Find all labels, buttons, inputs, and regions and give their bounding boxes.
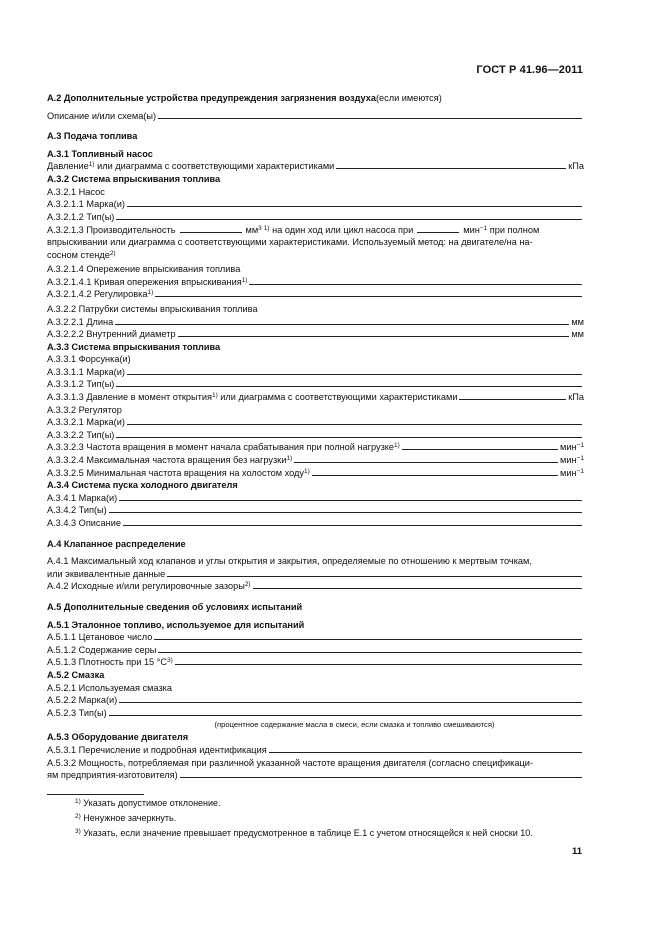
subsection-a32-title: А.3.2 Система впрыскивания топлива bbox=[47, 173, 221, 184]
field-a3322[interactable] bbox=[116, 437, 582, 438]
row-a512 bbox=[47, 644, 584, 657]
field-a342[interactable] bbox=[109, 512, 582, 513]
row-a32142 bbox=[47, 288, 584, 301]
footnote-1: $^{1)}$ Указать допустимое отклонение. bbox=[75, 798, 221, 808]
row-a331 bbox=[47, 353, 584, 366]
subsection-a51-heading bbox=[47, 619, 584, 632]
subsection-a52-heading bbox=[47, 669, 584, 682]
row-a523 bbox=[47, 707, 584, 720]
label-a32142: А.3.2.1.4.2 Регулировка$^{1)}$ bbox=[47, 289, 154, 300]
row-a32141 bbox=[47, 276, 584, 289]
document-code: ГОСТ Р 41.96—2011 bbox=[476, 64, 583, 76]
footnote-3: $^{3)}$ Указать, если значение превышает предусмотренное в таблице Е.1 с учетом относящейся к ней сноски 10. bbox=[75, 828, 533, 838]
label-a31-pressure: Давление$^{1)}$ или диаграмма с соответствующими характеристиками bbox=[47, 161, 335, 172]
label-a3313: А.3.3.1.3 Давление в момент открытия$^{1)}$ или диаграмма с соответствующими характеристиками bbox=[47, 392, 458, 403]
row-a322 bbox=[47, 303, 584, 316]
footnote-ref-2: 2) bbox=[109, 249, 116, 257]
label-a343: А.3.4.3 Описание bbox=[47, 518, 121, 528]
subsection-a32-heading bbox=[47, 173, 584, 186]
subsection-a33-title: А.3.3 Система впрыскивания топлива bbox=[47, 341, 221, 352]
label-a332: А.3.3.2 Регулятор bbox=[47, 404, 122, 415]
row-a3325 bbox=[47, 467, 584, 480]
label-a531: А.5.3.1 Перечисление и подробная идентификация bbox=[47, 744, 267, 755]
row-a31-pressure bbox=[47, 160, 584, 173]
field-a3311[interactable] bbox=[127, 374, 582, 375]
field-a511[interactable] bbox=[154, 639, 582, 640]
text-a3213-line3: сосном стенде$^{2)}$ bbox=[47, 249, 116, 260]
section-a4-heading bbox=[47, 538, 584, 551]
field-a3212[interactable] bbox=[116, 219, 582, 220]
field-a343[interactable] bbox=[123, 525, 582, 526]
label-a342: А.3.4.2 Тип(ы) bbox=[47, 505, 107, 516]
row-a532-line2 bbox=[47, 769, 584, 782]
row-a42 bbox=[47, 580, 584, 593]
row-a3211 bbox=[47, 198, 584, 211]
field-a3324[interactable] bbox=[294, 462, 558, 463]
section-a3-heading bbox=[47, 130, 584, 143]
row-a3213 bbox=[47, 223, 584, 236]
row-a3214 bbox=[47, 263, 584, 276]
field-a522[interactable] bbox=[119, 702, 582, 703]
page-number: 11 bbox=[571, 846, 582, 857]
field-a3313[interactable] bbox=[459, 399, 566, 400]
row-a3213-line2 bbox=[47, 236, 584, 249]
row-a41-line2 bbox=[47, 568, 584, 581]
field-a3211[interactable] bbox=[127, 206, 582, 207]
row-a2-description bbox=[47, 110, 584, 123]
row-a343 bbox=[47, 517, 584, 530]
field-a532[interactable] bbox=[180, 777, 582, 778]
field-a31-pressure[interactable] bbox=[336, 168, 566, 169]
field-a3213-speed[interactable] bbox=[417, 223, 459, 233]
label-a3212: А.3.2.1.2 Тип(ы) bbox=[47, 211, 115, 222]
field-a3213-capacity[interactable] bbox=[180, 223, 242, 233]
label-a3322: А.3.3.2.2 Тип(ы) bbox=[47, 429, 115, 440]
subsection-a52-title: А.5.2 Смазка bbox=[47, 669, 105, 680]
label-a3323: А.3.3.2.3 Частота вращения в момент начала срабатывания при полной нагрузке$^{1)}$ bbox=[47, 442, 400, 453]
row-a3212 bbox=[47, 211, 584, 224]
subsection-a34-heading bbox=[47, 479, 584, 492]
field-a32142[interactable] bbox=[155, 296, 582, 297]
text-a3213-line2: впрыскивании или диаграмма с соответствующими характеристиками. Используемый метод: на двигателе/на на- bbox=[47, 236, 533, 247]
row-a3221 bbox=[47, 316, 584, 329]
field-a42[interactable] bbox=[253, 588, 582, 589]
field-a531[interactable] bbox=[269, 752, 582, 753]
row-a342 bbox=[47, 504, 584, 517]
field-a3325[interactable] bbox=[312, 475, 558, 476]
label-a3222: А.3.2.2.2 Внутренний диаметр bbox=[47, 329, 176, 340]
note-a52-oil-content: (процентное содержание масла в смеси, если смазка и топливо смешиваются) bbox=[214, 720, 495, 730]
row-a41-line1 bbox=[47, 555, 584, 568]
row-a3324 bbox=[47, 454, 584, 467]
label-a3211: А.3.2.1.1 Марка(и) bbox=[47, 199, 125, 210]
row-a522 bbox=[47, 694, 584, 707]
footnote-2: $^{2)}$ Ненужное зачеркнуть. bbox=[75, 813, 177, 823]
row-a3311 bbox=[47, 366, 584, 379]
section-a3-title: А.3 Подача топлива bbox=[47, 131, 138, 142]
field-a523[interactable] bbox=[109, 715, 582, 716]
section-a2-heading bbox=[47, 92, 584, 105]
row-a3321 bbox=[47, 416, 584, 429]
field-a513[interactable] bbox=[175, 664, 582, 665]
label-a41-line2: или эквивалентные данные bbox=[47, 568, 166, 579]
subsection-a53-heading bbox=[47, 731, 584, 744]
label-a523: А.5.2.3 Тип(ы) bbox=[47, 707, 107, 718]
row-a532-line1 bbox=[47, 757, 584, 770]
form-content bbox=[47, 92, 584, 782]
label-a3325: А.3.3.2.5 Минимальная частота вращения на холостом ходу$^{1)}$ bbox=[47, 467, 310, 478]
label-a3221: А.3.2.2.1 Длина bbox=[47, 316, 114, 327]
label-a331: А.3.3.1 Форсунка(и) bbox=[47, 354, 131, 365]
row-a321 bbox=[47, 186, 584, 199]
field-a3321[interactable] bbox=[127, 424, 582, 425]
label-a511: А.5.1.1 Цетановое число bbox=[47, 632, 153, 643]
label-a3214: А.3.2.1.4 Опережение впрыскивания топлива bbox=[47, 264, 241, 275]
field-a341[interactable] bbox=[119, 500, 582, 501]
subsection-a34-title: А.3.4 Система пуска холодного двигателя bbox=[47, 480, 238, 491]
section-a5-heading bbox=[47, 601, 584, 614]
field-a41[interactable] bbox=[167, 576, 582, 577]
subsection-a53-title: А.5.3 Оборудование двигателя bbox=[47, 732, 189, 743]
text-a41-line1: А.4.1 Максимальный ход клапанов и углы открытия и закрытия, определяемые по отношению к мертвым точкам, bbox=[47, 556, 532, 567]
label-a3321: А.3.3.2.1 Марка(и) bbox=[47, 417, 125, 428]
field-a512[interactable] bbox=[158, 652, 582, 653]
row-a3313 bbox=[47, 391, 584, 404]
unit-kpa: кПа bbox=[568, 161, 584, 172]
footnote-ref-1: 1) bbox=[88, 161, 95, 169]
label-a341: А.3.4.1 Марка(и) bbox=[47, 492, 118, 503]
subsection-a33-heading bbox=[47, 341, 584, 354]
field-a3323[interactable] bbox=[402, 449, 558, 450]
section-a4-title: А.4 Клапанное распределение bbox=[47, 538, 186, 549]
unit-min: мин$^{-1}$ при полном bbox=[463, 225, 540, 236]
section-a5-title: А.5 Дополнительные сведения об условиях испытаний bbox=[47, 601, 303, 612]
label-a512: А.5.1.2 Содержание серы bbox=[47, 644, 157, 655]
subsection-a51-title: А.5.1 Эталонное топливо, используемое для испытаний bbox=[47, 619, 305, 630]
subsection-a31-title: А.3.1 Топливный насос bbox=[47, 148, 153, 159]
label-a513: А.5.1.3 Плотность при 15 $^\circ С^{3)}$ bbox=[47, 657, 173, 668]
label-a3324: А.3.3.2.4 Максимальная частота вращения без нагрузки$^{1)}$ bbox=[47, 455, 293, 466]
label-a522: А.5.2.2 Марка(и) bbox=[47, 695, 118, 706]
row-a3213-line3 bbox=[47, 249, 584, 262]
label-a2-description: Описание и/или схема(ы) bbox=[47, 110, 157, 121]
label-a521: А.5.2.1 Используемая смазка bbox=[47, 682, 173, 693]
row-a3222 bbox=[47, 328, 584, 341]
label-a42: А.4.2 Исходные и/или регулировочные зазоры$^{2)}$ bbox=[47, 581, 251, 592]
row-a3312 bbox=[47, 378, 584, 391]
row-a521 bbox=[47, 682, 584, 695]
label-a32141: А.3.2.1.4.1 Кривая опережения впрыскивания$^{1)}$ bbox=[47, 276, 248, 287]
unit-mm: мм bbox=[571, 329, 584, 340]
unit-min: мин$^{-1}$ bbox=[560, 467, 584, 478]
section-a2-title: А.2 Дополнительные устройства предупреждения загрязнения воздуха bbox=[47, 93, 376, 103]
section-a2-suffix: (если имеются) bbox=[375, 93, 442, 103]
row-a3322 bbox=[47, 429, 584, 442]
field-a3222[interactable] bbox=[178, 336, 570, 337]
field-a3312[interactable] bbox=[116, 386, 582, 387]
unit-mm: мм bbox=[571, 316, 584, 327]
row-a3323 bbox=[47, 441, 584, 454]
label-a532-line2: ям предприятия-изготовителя) bbox=[47, 770, 178, 781]
text-a532-line1: А.5.3.2 Мощность, потребляемая при различной указанной частоте вращения двигателя (согласно спецификаци- bbox=[47, 757, 533, 768]
footnote-ref-1: 1) bbox=[263, 225, 270, 233]
subsection-a31-heading bbox=[47, 148, 584, 161]
unit-mm3: $мм^3$ $^{1)}$ на один ход или цикл насоса при bbox=[245, 225, 414, 236]
row-a513 bbox=[47, 656, 584, 669]
field-a2-description[interactable] bbox=[158, 118, 582, 119]
row-a531 bbox=[47, 744, 584, 757]
unit-min: мин$^{-1}$ bbox=[560, 455, 584, 466]
unit-kpa: кПа bbox=[568, 392, 584, 403]
unit-min: мин$^{-1}$ bbox=[560, 442, 584, 453]
label-a322: А.3.2.2 Патрубки системы впрыскивания топлива bbox=[47, 303, 258, 314]
field-a32141[interactable] bbox=[249, 284, 582, 285]
row-a341 bbox=[47, 492, 584, 505]
footnote-divider bbox=[47, 794, 144, 795]
label-a3213: А.3.2.1.3 Производительность bbox=[47, 225, 176, 236]
field-a3221[interactable] bbox=[115, 324, 569, 325]
label-a3311: А.3.3.1.1 Марка(и) bbox=[47, 366, 125, 377]
row-a332 bbox=[47, 404, 584, 417]
label-a3312: А.3.3.1.2 Тип(ы) bbox=[47, 379, 115, 390]
row-a511 bbox=[47, 631, 584, 644]
label-a321: А.3.2.1 Насос bbox=[47, 186, 105, 197]
